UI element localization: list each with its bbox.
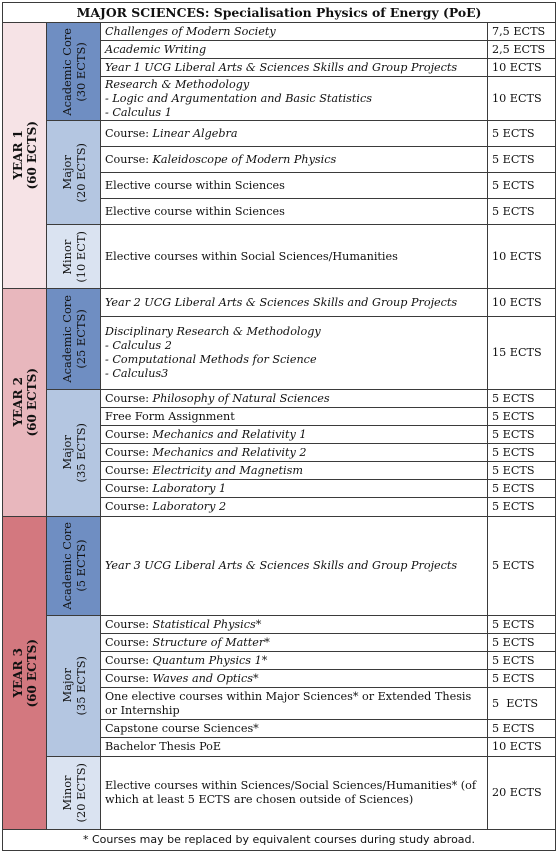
course-name: Elective courses within Sciences/Social Sciences/Humanities* (of which at least 5 ECTS are chosen outside of Sciences) bbox=[101, 757, 488, 830]
course-name: Course: Structure of Matter* bbox=[101, 634, 488, 652]
course-ects: 5 ECTS bbox=[488, 462, 556, 480]
course-ects: 5 ECTS bbox=[488, 408, 556, 426]
year-3-major-label: Major (35 ECTS) bbox=[47, 616, 101, 757]
year-1-minor-label: Minor (10 ECT) bbox=[47, 225, 101, 289]
course-name: Course: Philosophy of Natural Sciences bbox=[101, 390, 488, 408]
course-ects: 5 ECTS bbox=[488, 688, 556, 720]
course-name: Year 3 UCG Liberal Arts & Sciences Skills and Group Projects bbox=[101, 517, 488, 616]
course-ects: 5 ECTS bbox=[488, 720, 556, 738]
year-3-academic-core-label: Academic Core (5 ECTS) bbox=[47, 517, 101, 616]
course-name: Course: Statistical Physics* bbox=[101, 616, 488, 634]
course-name: Disciplinary Research & Methodology - Calculus 2 - Computational Methods for Science - Calculus3 bbox=[101, 317, 488, 390]
footnote: * Courses may be replaced by equivalent courses during study abroad. bbox=[3, 830, 556, 851]
course-ects: 5 ECTS bbox=[488, 390, 556, 408]
course-name: Academic Writing bbox=[101, 41, 488, 59]
course-name: Free Form Assignment bbox=[101, 408, 488, 426]
year-3-label: YEAR 3 (60 ECTS) bbox=[3, 517, 47, 830]
course-ects: 5 ECTS bbox=[488, 517, 556, 616]
course-name: Challenges of Modern Society bbox=[101, 23, 488, 41]
year-3-minor-label: Minor (20 ECTS) bbox=[47, 757, 101, 830]
course-name: Elective courses within Social Sciences/Humanities bbox=[101, 225, 488, 289]
course-ects: 5 ECTS bbox=[488, 121, 556, 147]
course-name: Course: Waves and Optics* bbox=[101, 670, 488, 688]
course-ects: 5 ECTS bbox=[488, 652, 556, 670]
year-2-label: YEAR 2 (60 ECTS) bbox=[3, 289, 47, 517]
course-name: Research & Methodology - Logic and Argumentation and Basic Statistics - Calculus 1 bbox=[101, 77, 488, 121]
course-name: Course: Mechanics and Relativity 1 bbox=[101, 426, 488, 444]
course-ects: 5 ECTS bbox=[488, 147, 556, 173]
course-ects: 10 ECTS bbox=[488, 225, 556, 289]
course-ects: 2,5 ECTS bbox=[488, 41, 556, 59]
course-ects: 5 ECTS bbox=[488, 634, 556, 652]
course-ects: 5 ECTS bbox=[488, 199, 556, 225]
course-name: Course: Laboratory 1 bbox=[101, 480, 488, 498]
course-ects: 5 ECTS bbox=[488, 616, 556, 634]
course-name: Course: Electricity and Magnetism bbox=[101, 462, 488, 480]
course-name: Year 2 UCG Liberal Arts & Sciences Skills and Group Projects bbox=[101, 289, 488, 317]
course-ects: 10 ECTS bbox=[488, 77, 556, 121]
course-name: Course: Quantum Physics 1* bbox=[101, 652, 488, 670]
course-ects: 15 ECTS bbox=[488, 317, 556, 390]
course-name: One elective courses within Major Sciences* or Extended Thesis or Internship bbox=[101, 688, 488, 720]
year-2-academic-core-label: Academic Core (25 ECTS) bbox=[47, 289, 101, 390]
course-ects: 5 ECTS bbox=[488, 670, 556, 688]
year-1-label: YEAR 1 (60 ECTS) bbox=[3, 23, 47, 289]
course-ects: 5 ECTS bbox=[488, 444, 556, 462]
table-title: MAJOR SCIENCES: Specialisation Physics of Energy (PoE) bbox=[3, 3, 556, 23]
course-name: Year 1 UCG Liberal Arts & Sciences Skills and Group Projects bbox=[101, 59, 488, 77]
course-ects: 7,5 ECTS bbox=[488, 23, 556, 41]
course-name: Course: Laboratory 2 bbox=[101, 498, 488, 517]
course-ects: 5 ECTS bbox=[488, 498, 556, 517]
course-ects: 5 ECTS bbox=[488, 480, 556, 498]
curriculum-table bbox=[2, 2, 556, 851]
course-name: Course: Linear Algebra bbox=[101, 121, 488, 147]
course-ects: 10 ECTS bbox=[488, 289, 556, 317]
course-name: Elective course within Sciences bbox=[101, 173, 488, 199]
course-name: Course: Kaleidoscope of Modern Physics bbox=[101, 147, 488, 173]
course-name: Bachelor Thesis PoE bbox=[101, 738, 488, 757]
course-name: Course: Mechanics and Relativity 2 bbox=[101, 444, 488, 462]
course-ects: 20 ECTS bbox=[488, 757, 556, 830]
course-name: Capstone course Sciences* bbox=[101, 720, 488, 738]
course-name: Elective course within Sciences bbox=[101, 199, 488, 225]
year-2-major-label: Major (35 ECTS) bbox=[47, 390, 101, 517]
year-1-academic-core-label: Academic Core (30 ECTS) bbox=[47, 23, 101, 121]
course-ects: 5 ECTS bbox=[488, 173, 556, 199]
course-ects: 10 ECTS bbox=[488, 59, 556, 77]
course-ects: 5 ECTS bbox=[488, 426, 556, 444]
year-1-major-label: Major (20 ECTS) bbox=[47, 121, 101, 225]
course-ects: 10 ECTS bbox=[488, 738, 556, 757]
